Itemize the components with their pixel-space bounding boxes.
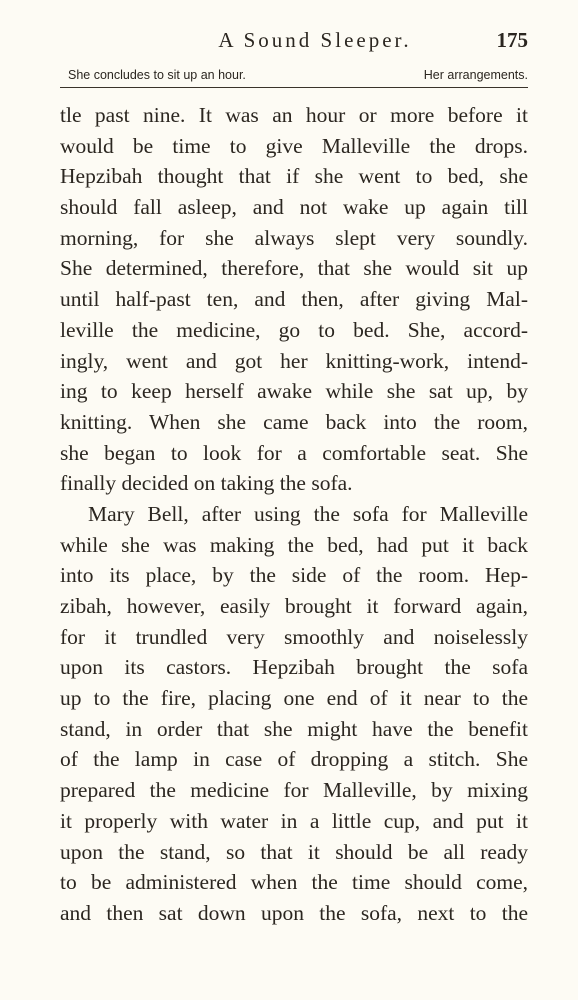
text-line: ingly, went and got her knitting-work, intend- [60, 348, 528, 373]
running-head-title: A Sound Sleeper. [218, 28, 412, 52]
text-line: while she was making the bed, had put it back [60, 532, 528, 557]
shoulder-note-right: Her arrangements. [423, 68, 528, 82]
text-line: finally decided on taking the sofa. [60, 471, 353, 496]
text-line: morning, for she always slept very soundly. [60, 225, 528, 250]
text-line: tle past nine. It was an hour or more before it [60, 103, 528, 127]
text-line: she began to look for a comfortable seat. She [60, 440, 528, 465]
text-line: for it trundled very smoothly and noiselessly [60, 624, 528, 649]
text-line: stand, in order that she might have the benefit [60, 716, 528, 741]
text-line: and then sat down upon the sofa, next to the [60, 900, 528, 925]
text-line: until half-past ten, and then, after giving Mal- [60, 287, 528, 312]
text-line: knitting. When she came back into the room, [60, 409, 528, 434]
text-line: prepared the medicine for Malleville, by mixing [60, 778, 528, 803]
shoulder-notes [60, 68, 528, 86]
text-line: zibah, however, easily brought it forward again, [60, 594, 528, 618]
body-text [60, 100, 528, 929]
text-line: Hepzibah thought that if she went to bed, she [60, 164, 528, 189]
text-line: She determined, therefore, that she would sit up [60, 256, 528, 281]
text-line: upon the stand, so that it should be all ready [60, 839, 528, 864]
text-line: to be administered when the time should come, [60, 870, 528, 895]
text-line: it properly with water in a little cup, and put it [60, 808, 528, 833]
shoulder-note-left: She concludes to sit up an hour. [68, 68, 246, 82]
page-number: 175 [496, 28, 528, 52]
running-head [60, 28, 528, 58]
text-line: would be time to give Malleville the drops. [60, 133, 528, 158]
header-rule [60, 87, 528, 88]
text-line: Mary Bell, after using the sofa for Malleville [88, 501, 528, 526]
text-line: up to the fire, placing one end of it near to the [60, 686, 528, 711]
text-line: into its place, by the side of the room. Hep- [60, 563, 528, 588]
text-line: ing to keep herself awake while she sat up, by [60, 379, 528, 404]
text-line: of the lamp in case of dropping a stitch. She [60, 747, 528, 772]
text-line: upon its castors. Hepzibah brought the sofa [60, 655, 528, 680]
text-line: should fall asleep, and not wake up again till [60, 195, 528, 220]
text-line: leville the medicine, go to bed. She, accord- [60, 317, 528, 342]
